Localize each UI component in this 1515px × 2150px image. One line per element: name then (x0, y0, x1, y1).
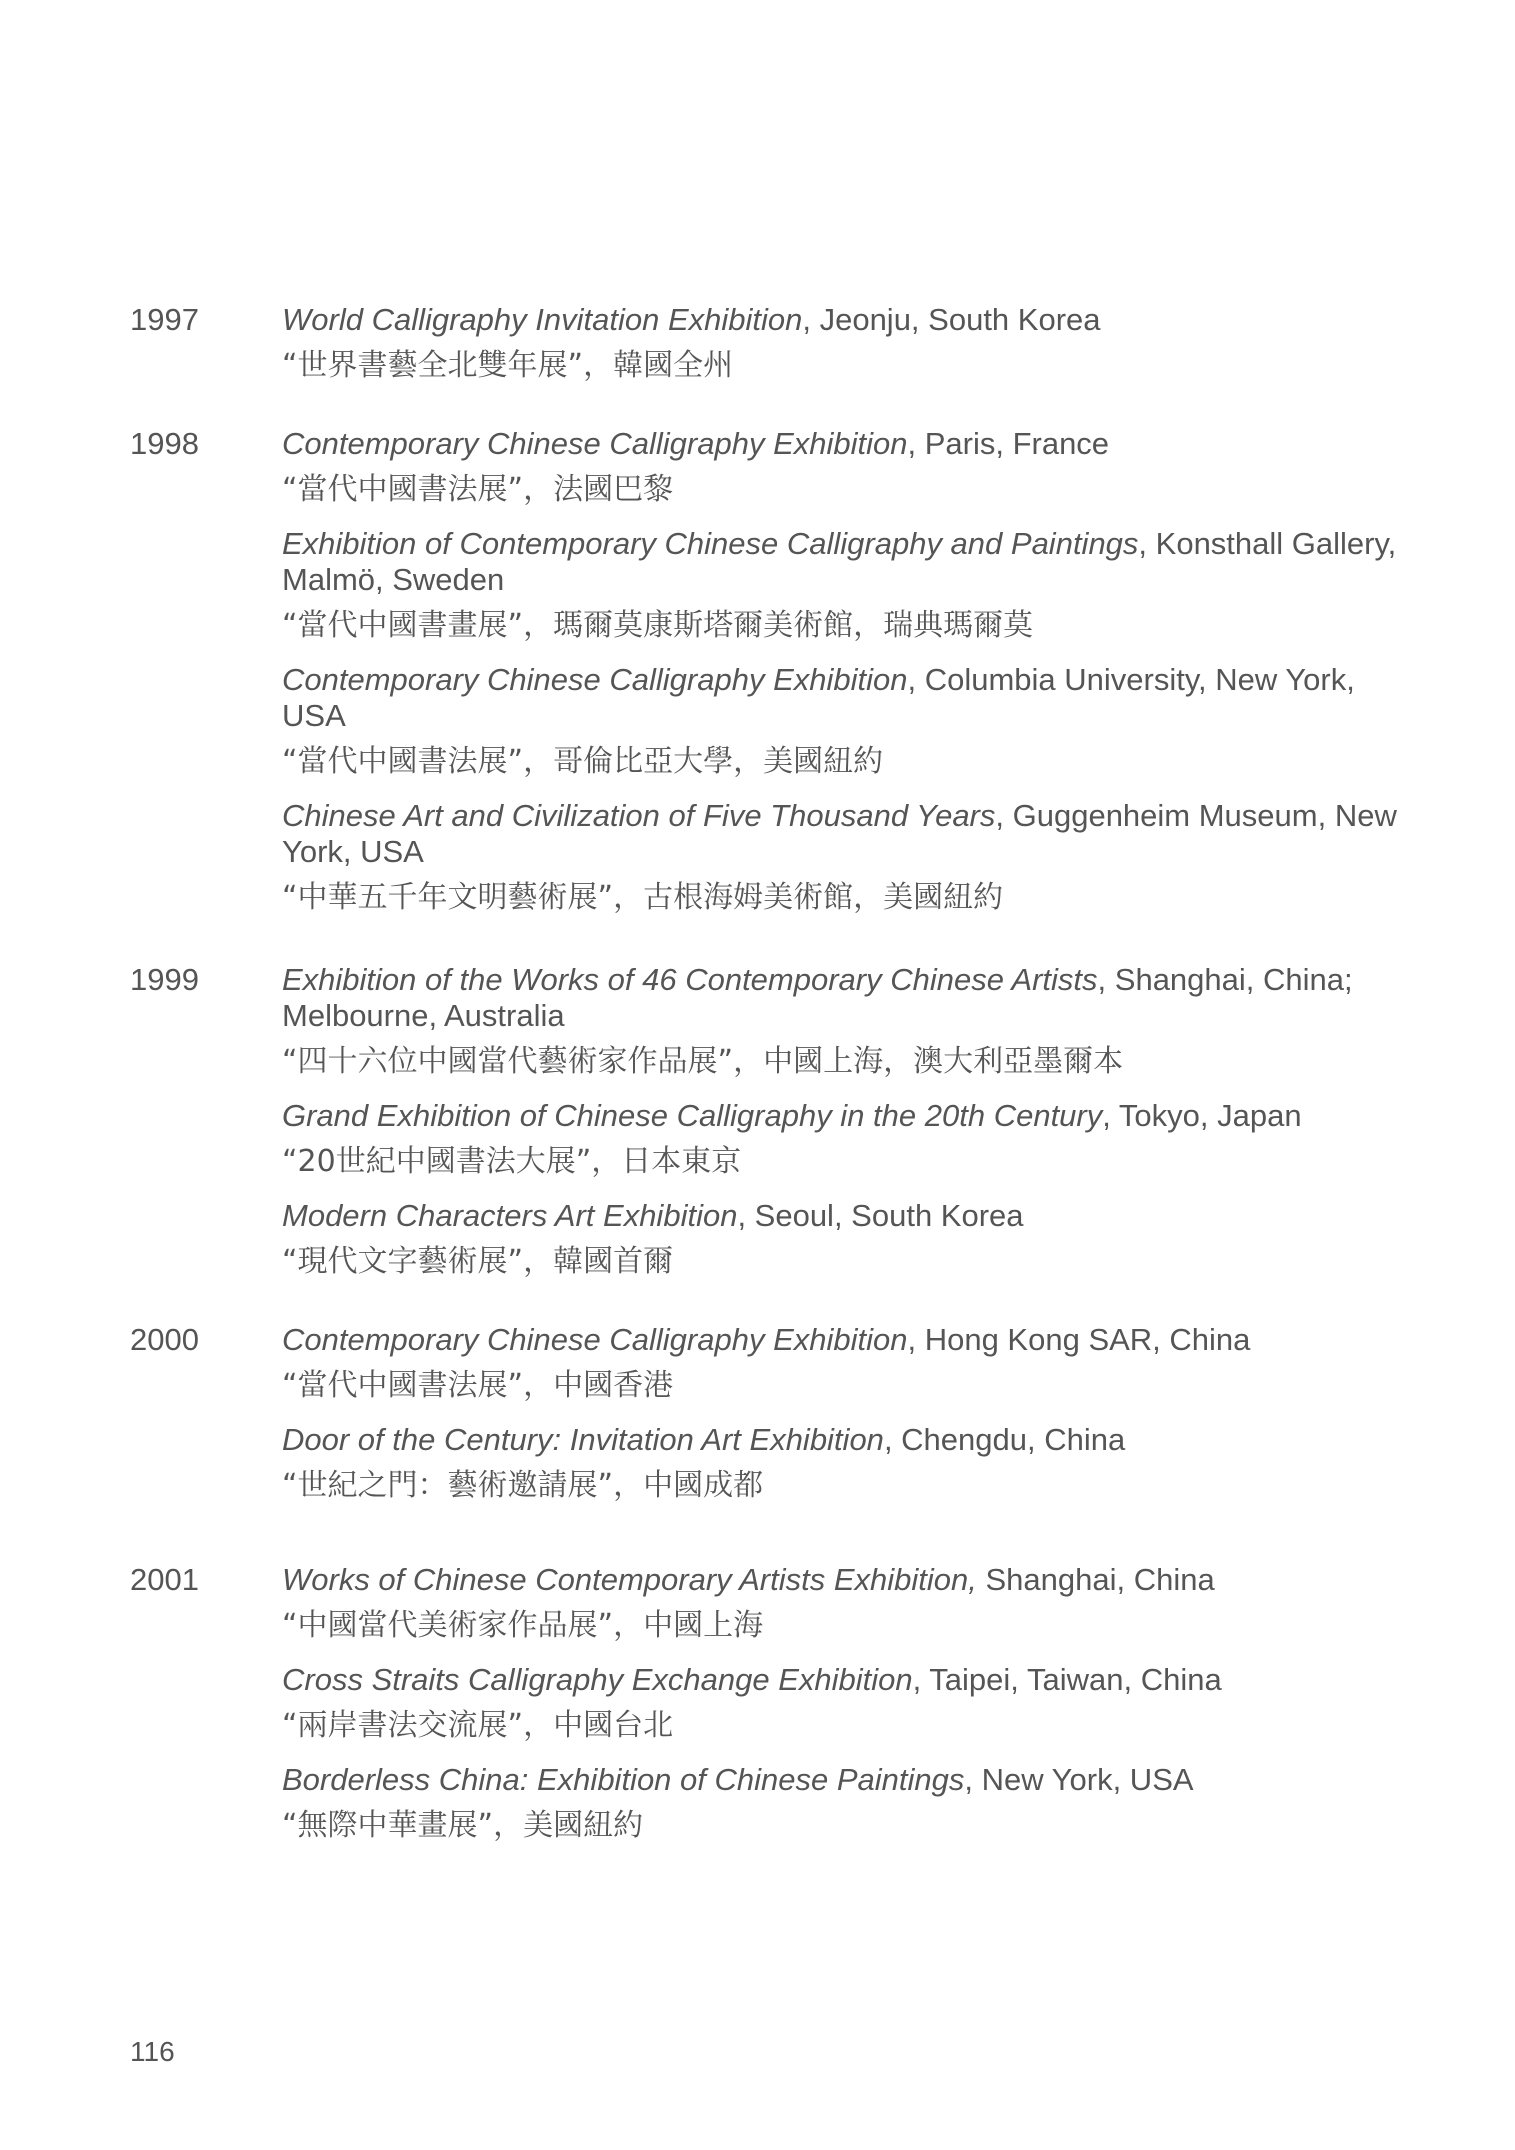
exhibition-details: , Paris, France (907, 426, 1110, 461)
exhibition-details: Shanghai, China (976, 1562, 1215, 1597)
exhibition-title: Contemporary Chinese Calligraphy Exhibition (282, 1322, 908, 1357)
entry-chinese: “20世紀中國書法大展”，日本東京 (282, 1144, 742, 1179)
entry-chinese: “世界書藝全北雙年展”，韓國全州 (282, 348, 734, 383)
exhibition-title: Contemporary Chinese Calligraphy Exhibition (282, 662, 908, 697)
entry-english (282, 1198, 1402, 1234)
entry-chinese: “無際中華畫展”，美國紐約 (282, 1808, 644, 1843)
entry-english (282, 1562, 1402, 1598)
exhibition-details: , Columbia University, New York, USA (282, 662, 1355, 733)
exhibition-entry (282, 962, 1402, 1082)
exhibition-details: , Seoul, South Korea (737, 1198, 1024, 1233)
exhibition-entry (282, 426, 1402, 510)
entry-list (282, 962, 1402, 1298)
exhibition-title: Exhibition of Contemporary Chinese Calligraphy and Paintings (282, 526, 1139, 561)
exhibition-title: Modern Characters Art Exhibition (282, 1198, 738, 1233)
exhibition-details: , Guggenheim Museum, New York, USA (282, 798, 1397, 869)
entry-english (282, 302, 1402, 338)
entry-english (282, 1662, 1402, 1698)
exhibition-details: , Tokyo, Japan (1102, 1098, 1302, 1133)
exhibition-entry (282, 302, 1402, 386)
entry-english (282, 962, 1402, 1034)
entry-chinese: “中國當代美術家作品展”，中國上海 (282, 1608, 764, 1643)
exhibition-title: Contemporary Chinese Calligraphy Exhibition (282, 426, 908, 461)
exhibition-entry (282, 1322, 1402, 1406)
exhibition-title: Grand Exhibition of Chinese Calligraphy in the 20th Century (282, 1098, 1103, 1133)
entry-chinese: “世紀之門：藝術邀請展”，中國成都 (282, 1468, 764, 1503)
page-number: 116 (130, 2036, 175, 2067)
entry-english (282, 1762, 1402, 1798)
exhibition-details: , Jeonju, South Korea (802, 302, 1101, 337)
entry-chinese: “當代中國書畫展”，瑪爾莫康斯塔爾美術館，瑞典瑪爾莫 (282, 608, 1034, 643)
exhibition-title: Cross Straits Calligraphy Exchange Exhibition (282, 1662, 913, 1697)
entry-english (282, 1422, 1402, 1458)
entry-chinese: “當代中國書法展”，哥倫比亞大學，美國紐約 (282, 744, 884, 779)
exhibition-details: , Konsthall Gallery, Malmö, Sweden (282, 526, 1397, 597)
entry-english (282, 798, 1402, 870)
exhibition-title: Door of the Century: Invitation Art Exhibition (282, 1422, 884, 1457)
entry-list (282, 426, 1402, 934)
year-label: 2000 (130, 1322, 199, 1357)
exhibition-details: , Chengdu, China (883, 1422, 1126, 1457)
exhibition-details: , Shanghai, China; Melbourne, Australia (282, 962, 1353, 1033)
entry-english (282, 1322, 1402, 1358)
exhibition-entry (282, 798, 1402, 918)
exhibition-entry (282, 526, 1402, 646)
exhibition-details: , Hong Kong SAR, China (907, 1322, 1251, 1357)
entry-chinese: “當代中國書法展”，中國香港 (282, 1368, 674, 1403)
entry-english (282, 526, 1402, 598)
exhibition-entry (282, 662, 1402, 782)
entry-chinese: “四十六位中國當代藝術家作品展”，中國上海，澳大利亞墨爾本 (282, 1044, 1124, 1079)
exhibition-entry (282, 1198, 1402, 1282)
exhibition-title: Works of Chinese Contemporary Artists Exhibition, (282, 1562, 977, 1597)
exhibition-entry (282, 1662, 1402, 1746)
exhibition-title: World Calligraphy Invitation Exhibition (282, 302, 803, 337)
year-label: 1998 (130, 426, 199, 461)
entry-chinese: “現代文字藝術展”，韓國首爾 (282, 1244, 674, 1279)
entry-english (282, 662, 1402, 734)
entry-chinese: “兩岸書法交流展”，中國台北 (282, 1708, 674, 1743)
entry-list (282, 302, 1402, 402)
exhibition-entry (282, 1562, 1402, 1646)
year-label: 2001 (130, 1562, 199, 1597)
exhibition-details: , New York, USA (964, 1762, 1194, 1797)
entry-english (282, 426, 1402, 462)
exhibition-entry (282, 1098, 1402, 1182)
year-label: 1997 (130, 302, 199, 337)
exhibition-title: Borderless China: Exhibition of Chinese Paintings (282, 1762, 965, 1797)
exhibition-entry (282, 1762, 1402, 1846)
entry-english (282, 1098, 1402, 1134)
exhibition-details: , Taipei, Taiwan, China (912, 1662, 1222, 1697)
exhibition-entry (282, 1422, 1402, 1506)
exhibition-title: Exhibition of the Works of 46 Contemporary Chinese Artists (282, 962, 1098, 997)
entry-list (282, 1562, 1402, 1862)
year-label: 1999 (130, 962, 199, 997)
entry-chinese: “中華五千年文明藝術展”，古根海姆美術館，美國紐約 (282, 880, 1004, 915)
exhibition-title: Chinese Art and Civilization of Five Thousand Years (282, 798, 996, 833)
entry-chinese: “當代中國書法展”，法國巴黎 (282, 472, 674, 507)
entry-list (282, 1322, 1402, 1522)
